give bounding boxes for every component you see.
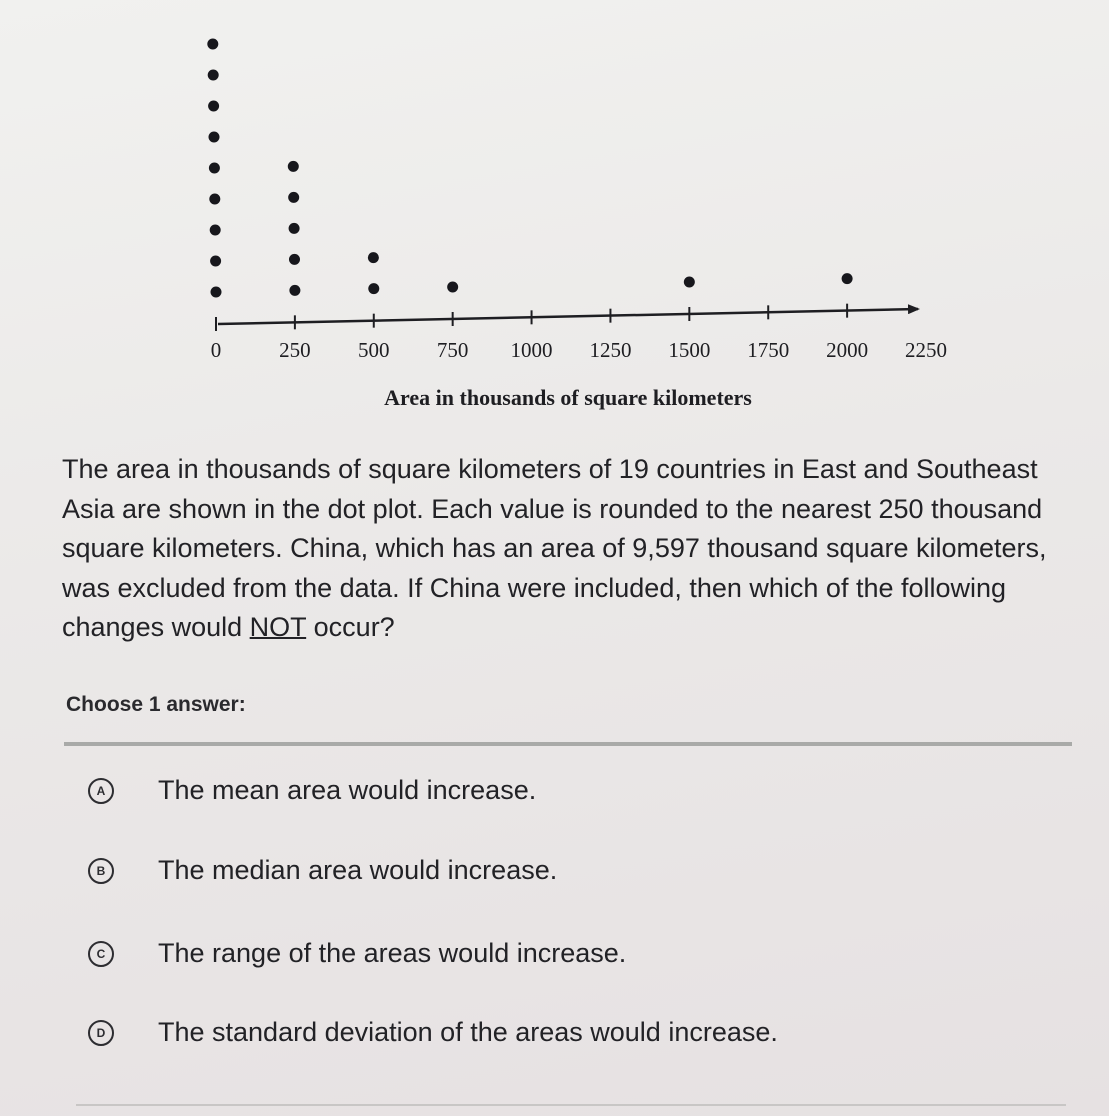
x-tick-label-750: 750 (436, 338, 469, 362)
dot-0-2 (210, 256, 221, 267)
choice-c-radio[interactable]: C (88, 941, 114, 967)
choose-prompt: Choose 1 answer: (66, 693, 246, 716)
question-emphasis: NOT (249, 612, 307, 642)
dot-250-4 (288, 192, 299, 203)
question-ending: occur? (306, 612, 395, 642)
question-body: The area in thousands of square kilometers of 19 countries in East and Southeast Asia are shown in the dot plot. Each value is rounded to the nearest 250 thousand square kilometers. China, which has an area of 9,597 thousand square kilometers, was excluded from the data. If China were included, then which of the following changes would (62, 454, 1047, 642)
choice-a-text: The mean area would increase. (158, 775, 537, 805)
divider (64, 742, 1072, 746)
x-axis-line (218, 309, 918, 324)
choice-b[interactable] (88, 855, 557, 886)
dot-750-1 (447, 282, 458, 293)
x-axis-ticks (216, 304, 847, 331)
x-axis-tick-labels (211, 338, 947, 362)
dot-250-1 (289, 285, 300, 296)
choice-b-radio[interactable]: B (88, 858, 114, 884)
dot-500-1 (368, 283, 379, 294)
dot-500-2 (368, 252, 379, 263)
x-tick-label-500: 500 (358, 338, 390, 362)
x-tick-label-1500: 1500 (668, 338, 711, 362)
x-tick-label-1250: 1250 (589, 338, 632, 362)
dot-250-5 (288, 161, 299, 172)
dot-0-3 (210, 225, 221, 236)
x-tick-label-2000: 2000 (826, 338, 869, 362)
choice-b-text: The median area would increase. (158, 855, 558, 885)
dot-1500-1 (684, 277, 695, 288)
dot-250-3 (289, 223, 300, 234)
dot-250-2 (289, 254, 300, 265)
dot-0-1 (211, 287, 222, 298)
choice-d[interactable] (88, 1017, 778, 1048)
x-axis-title: Area in thousands of square kilometers (384, 385, 752, 410)
choice-d-text: The standard deviation of the areas would increase. (158, 1017, 778, 1047)
x-tick-label-250: 250 (279, 338, 311, 362)
dot-0-4 (209, 194, 220, 205)
x-tick-label-1750: 1750 (747, 338, 790, 362)
x-tick-label-0: 0 (210, 338, 222, 362)
choice-a[interactable] (88, 775, 536, 806)
dot-0-7 (208, 101, 219, 112)
dot-0-8 (208, 70, 219, 81)
dot-2000-1 (842, 273, 853, 284)
data-dots (207, 39, 852, 298)
question-text (62, 450, 1072, 648)
choice-a-radio[interactable]: A (88, 778, 114, 804)
choice-d-radio[interactable]: D (88, 1020, 114, 1046)
dot-0-9 (207, 39, 218, 50)
x-tick-label-2250: 2250 (905, 338, 947, 362)
bottom-rule (76, 1104, 1066, 1106)
dot-0-6 (209, 132, 220, 143)
choice-c[interactable] (88, 938, 626, 969)
choice-c-text: The range of the areas would increase. (158, 938, 627, 968)
dot-0-5 (209, 163, 220, 174)
dot-plot (0, 0, 1109, 420)
x-tick-label-1000: 1000 (510, 338, 553, 362)
